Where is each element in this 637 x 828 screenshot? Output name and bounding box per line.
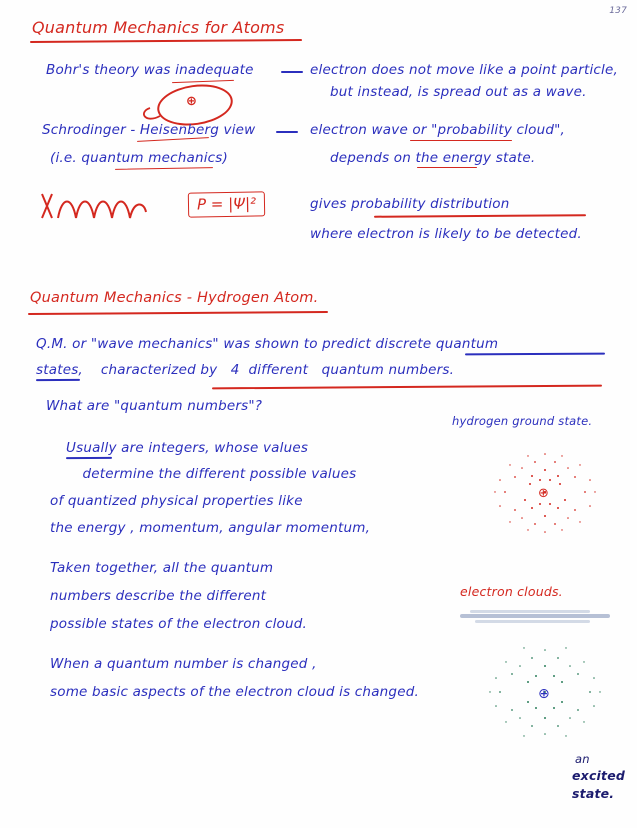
usually-underline [66,457,112,459]
s1-right-line-3: electron wave or "probability cloud", [310,122,566,138]
probability-distribution-underline [374,214,586,217]
para3-line-2: some basic aspects of the electron cloud is changed. [50,684,419,700]
probability-cloud-underline [410,140,512,141]
bohr-theory-line: Bohr's theory was inadequate [46,62,254,78]
para3-line-1: When a quantum number is changed , [50,656,317,672]
quantum-numbers-underline [212,385,602,390]
s1-right-line-4: depends on the energy state. [330,150,536,166]
title-underline [30,39,302,43]
hydrogen-ground-state-cloud [470,432,620,552]
para2-line-3: possible states of the electron cloud. [50,616,308,632]
s1-right-line-2: but instead, is spread out as a wave. [330,84,587,100]
section2-line-2: states, characterized by 4 different quantum numbers. [36,362,455,378]
section2-line-3: What are "quantum numbers"? [46,398,263,414]
para1-line-1: Usually are integers, whose values [66,440,309,456]
excited-nucleus-symbol: ⊕ [538,686,550,702]
probability-formula: P = |Ψ|² [188,191,266,217]
excited-caption-line-1: an [575,752,590,766]
dash-1 [281,71,303,73]
s1-right-line-5: gives probability distribution [310,196,510,212]
excited-state-cloud [470,632,620,752]
s1-right-line-6: where electron is likely to be detected. [310,226,582,242]
nucleus-symbol: ⊕ [186,94,197,109]
section2-heading-underline [28,311,328,315]
page-number: 137 [609,6,627,16]
para1-line-4: the energy , momentum, angular momentum, [50,520,371,536]
discrete-quantum-underline [465,353,605,355]
quantum-mechanics-underline [115,167,213,170]
section2-heading: Quantum Mechanics - Hydrogen Atom. [30,290,319,306]
para1-line-2: determine the different possible values [60,466,357,482]
s1-right-line-1: electron does not move like a point particle, [310,62,618,78]
energy-state-underline [417,167,477,168]
schrodinger-line: Schrodinger - Heisenberg view [42,122,256,138]
dash-2 [276,131,298,133]
orbit-tail-sketch [120,78,240,128]
section2-line-1: Q.M. or "wave mechanics" was shown to predict discrete quantum [36,336,499,352]
electron-clouds-caption: electron clouds. [460,584,563,599]
quantum-mechanics-paren: (i.e. quantum mechanics) [50,150,228,166]
states-underline [36,379,80,381]
svg-text:⊕: ⊕ [538,486,549,501]
para2-line-2: numbers describe the different [50,588,267,604]
ground-state-caption: hydrogen ground state. [452,414,593,428]
excited-caption-line-2: excited [572,768,626,783]
para1-line-3: of quantized physical properties like [50,493,303,509]
excited-caption-line-3: state. [572,786,615,801]
wavefunction-sketch [34,188,174,230]
para2-line-1: Taken together, all the quantum [50,560,274,576]
page-title: Quantum Mechanics for Atoms [32,18,285,37]
